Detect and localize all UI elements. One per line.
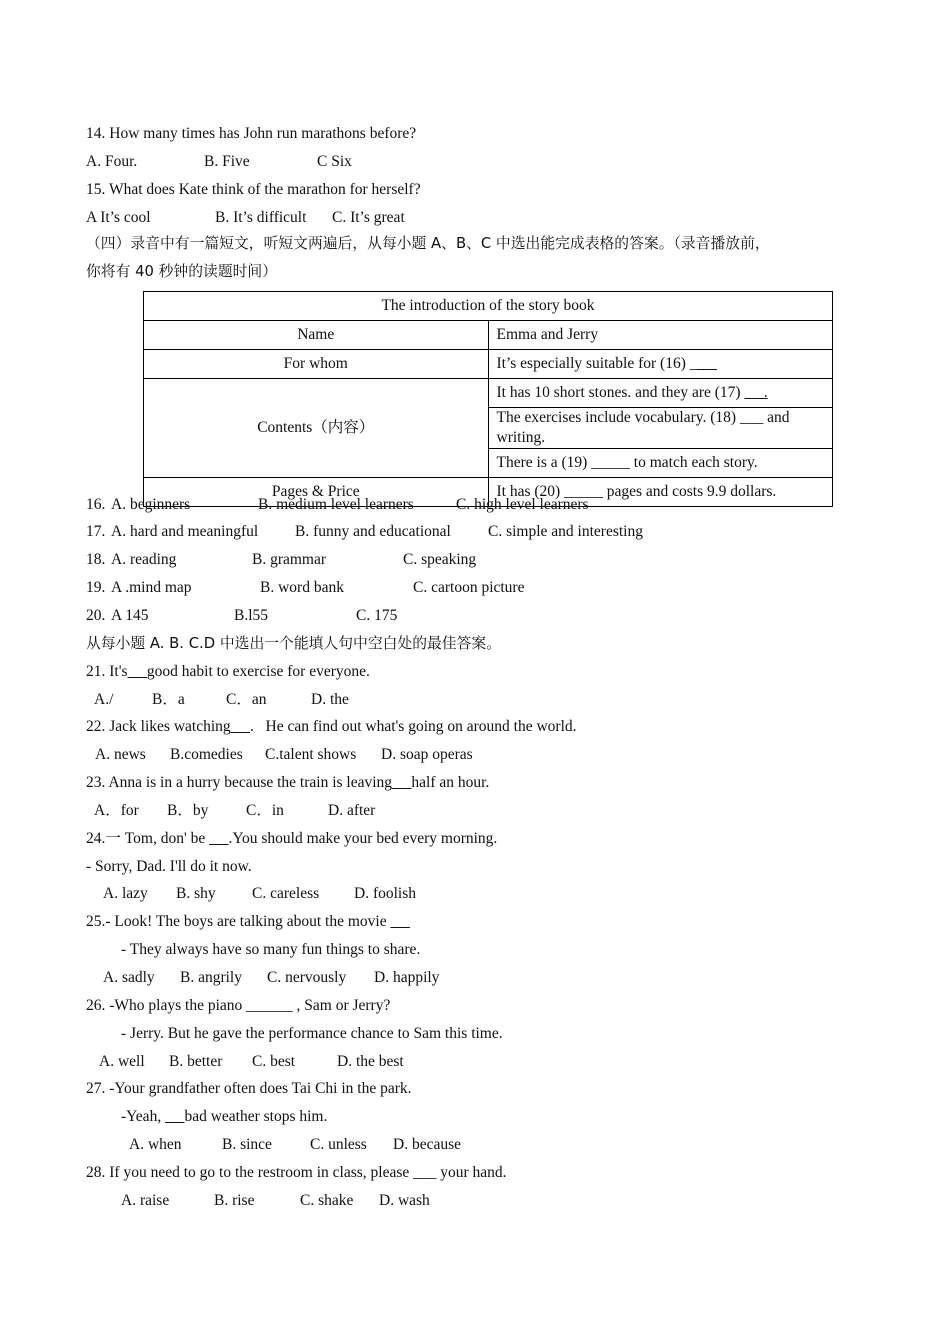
q26-option-c: C. best xyxy=(252,1053,296,1070)
part4-instruction-line2: 你将有 40 秒钟的读题时间） xyxy=(86,263,278,280)
q14-option-b: B. Five xyxy=(204,153,250,170)
q16-number: 16. xyxy=(86,496,106,513)
blank-27 xyxy=(165,1108,184,1125)
row-value-contents-1 xyxy=(488,379,833,408)
question-14: 14. How many times has John run marathons before? xyxy=(86,125,417,142)
row-label-contents: Contents（内容） xyxy=(144,379,489,478)
q20-option-c: C. 175 xyxy=(356,607,398,624)
question-27: 27. -Your grandfather often does Tai Chi in the park. xyxy=(86,1080,412,1097)
single-choice-instruction: 从每小题 A. B. C.D 中选出一个能填人句中空白处的最佳答案。 xyxy=(86,635,501,652)
q27-option-c: C. unless xyxy=(310,1136,367,1153)
contents-1-text: It has 10 short stones. and they are (17) xyxy=(496,384,745,401)
q17-number: 17. xyxy=(86,523,106,540)
q24-reply: - Sorry, Dad. I'll do it now. xyxy=(86,858,252,875)
q25-option-a: A. sadly xyxy=(103,969,155,986)
table-row xyxy=(144,350,833,379)
q28-option-c: C. shake xyxy=(300,1192,354,1209)
q26-option-a: A. well xyxy=(99,1053,145,1070)
row-label-name: Name xyxy=(144,321,489,350)
question-21 xyxy=(86,662,370,682)
q23-rest: half an hour. xyxy=(411,774,490,791)
q21-option-d: D. the xyxy=(311,691,349,708)
blank-24 xyxy=(209,830,228,847)
q27-option-b: B. since xyxy=(222,1136,272,1153)
blank-17: . xyxy=(744,384,768,401)
q18-option-c: C. speaking xyxy=(403,551,477,568)
blank-16 xyxy=(698,355,717,372)
q20-option-a: A 145 xyxy=(111,607,149,624)
q18-option-a: A. reading xyxy=(111,551,177,568)
table-row xyxy=(144,379,833,408)
q19-number: 19. xyxy=(86,579,106,596)
q14-option-c: C Six xyxy=(317,153,352,170)
row-label-pages-price: Pages & Price xyxy=(144,478,489,507)
q25-option-c: C. nervously xyxy=(267,969,347,986)
blank-21 xyxy=(128,663,147,680)
q26-reply: - Jerry. But he gave the performance chance to Sam this time. xyxy=(121,1025,503,1042)
q25-option-b: B. angrily xyxy=(180,969,242,986)
q16-option-a: A. beginners xyxy=(111,496,191,513)
q15-option-a: A It’s cool xyxy=(86,209,151,226)
q20-number: 20. xyxy=(86,607,106,624)
question-15: 15. What does Kate think of the marathon for herself? xyxy=(86,181,421,198)
q21-option-c: C．an xyxy=(226,691,267,708)
q22-option-b: B.comedies xyxy=(170,746,243,763)
q23-text: 23. Anna is in a hurry because the train is leaving xyxy=(86,774,393,791)
q23-option-a: A．for xyxy=(94,802,139,819)
row-value-contents-3: There is a (19) _____ to match each story. xyxy=(488,449,833,478)
q27-reply-end: bad weather stops him. xyxy=(184,1108,328,1125)
q26-option-b: B. better xyxy=(169,1053,223,1070)
q25-option-d: D. happily xyxy=(374,969,440,986)
q22-option-a: A. news xyxy=(95,746,146,763)
q17-option-a: A. hard and meaningful xyxy=(111,523,259,540)
q21-option-a: A./ xyxy=(94,691,114,708)
q24-text: 24.一 Tom, don' be xyxy=(86,830,210,847)
q16-option-b: B. medium level learners xyxy=(258,496,414,513)
table-title: The introduction of the story book xyxy=(144,292,833,321)
q23-option-d: D. after xyxy=(328,802,376,819)
question-24 xyxy=(86,829,497,849)
q22-text: 22. Jack likes watching xyxy=(86,718,231,735)
row-value-pages-price: It has (20) _____ pages and costs 9.9 dollars. xyxy=(488,478,833,507)
q28-option-b: B. rise xyxy=(214,1192,255,1209)
q14-option-a: A. Four. xyxy=(86,153,138,170)
q27-reply xyxy=(121,1107,327,1127)
q23-option-b: B．by xyxy=(167,802,209,819)
question-28: 28. If you need to go to the restroom in class, please ___ your hand. xyxy=(86,1164,507,1181)
q25-reply: - They always have so many fun things to share. xyxy=(121,941,421,958)
q17-option-b: B. funny and educational xyxy=(295,523,451,540)
q16-option-c: C. high level learners xyxy=(456,496,589,513)
row-value-contents-2: The exercises include vocabulary. (18) ___ and writing. xyxy=(488,408,833,449)
part4-instruction-line1: （四）录音中有一篇短文，听短文两遍后，从每小题 A、B、C 中选出能完成表格的答案。（录音播放前， xyxy=(86,235,770,252)
row-value-name: Emma and Jerry xyxy=(488,321,833,350)
q18-option-b: B. grammar xyxy=(252,551,327,568)
question-23 xyxy=(86,773,489,793)
q27-reply-start: -Yeah, xyxy=(121,1108,166,1125)
q27-option-d: D. because xyxy=(393,1136,461,1153)
q15-option-b: B. It’s difficult xyxy=(215,209,307,226)
q23-option-c: C．in xyxy=(246,802,284,819)
q24-option-d: D. foolish xyxy=(354,885,416,902)
q25-text: 25.- Look! The boys are talking about the movie xyxy=(86,913,391,930)
question-26: 26. -Who plays the piano ______ , Sam or Jerry? xyxy=(86,997,391,1014)
q19-option-a: A .mind map xyxy=(111,579,192,596)
q24-rest: .You should make your bed every morning. xyxy=(228,830,498,847)
q21-text: 21. It's xyxy=(86,663,128,680)
row-label-for-whom: For whom xyxy=(144,350,489,379)
q27-option-a: A. when xyxy=(129,1136,182,1153)
q24-option-a: A. lazy xyxy=(103,885,148,902)
q22-option-d: D. soap operas xyxy=(381,746,473,763)
blank-23 xyxy=(392,774,411,791)
q18-number: 18. xyxy=(86,551,106,568)
q20-option-b: B.l55 xyxy=(234,607,269,624)
q24-option-b: B. shy xyxy=(176,885,216,902)
q21-option-b: B．a xyxy=(152,691,185,708)
blank-22 xyxy=(231,718,250,735)
q17-option-c: C. simple and interesting xyxy=(488,523,643,540)
q21-rest: good habit to exercise for everyone. xyxy=(146,663,370,680)
q24-option-c: C. careless xyxy=(252,885,320,902)
q22-rest: . He can find out what's going on around the world. xyxy=(250,718,577,735)
q15-option-c: C. It’s great xyxy=(332,209,405,226)
q22-option-c: C.talent shows xyxy=(265,746,357,763)
q19-option-c: C. cartoon picture xyxy=(413,579,525,596)
q28-option-d: D. wash xyxy=(379,1192,430,1209)
row-value-for-whom xyxy=(488,350,833,379)
question-25 xyxy=(86,912,410,932)
for-whom-text: It’s especially suitable for (16) _ xyxy=(496,355,698,372)
table-row xyxy=(144,321,833,350)
q19-option-b: B. word bank xyxy=(260,579,344,596)
question-22 xyxy=(86,717,577,737)
q26-option-d: D. the best xyxy=(337,1053,404,1070)
q28-option-a: A. raise xyxy=(121,1192,170,1209)
story-book-table xyxy=(143,291,833,507)
blank-25 xyxy=(390,913,409,930)
